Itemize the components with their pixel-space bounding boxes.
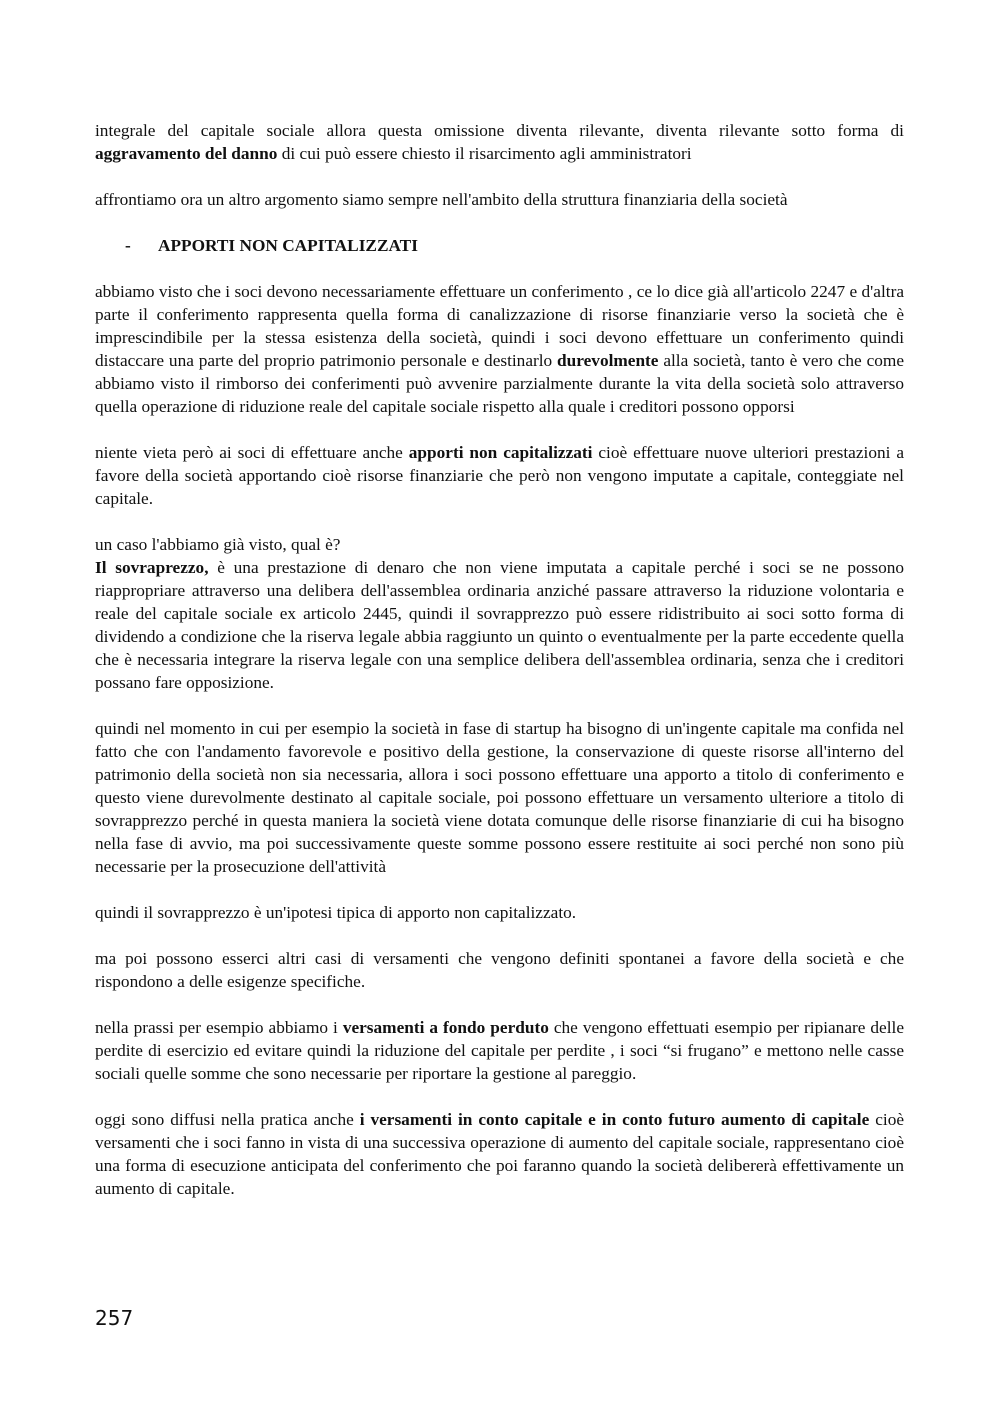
bold-term: versamenti a fondo perduto (342, 1018, 549, 1037)
bold-term: durevolmente (557, 351, 659, 370)
page-number: 257 (95, 1306, 134, 1330)
paragraph-11 (95, 1108, 904, 1200)
heading-text: APPORTI NON CAPITALIZZATI (158, 236, 418, 255)
bold-term: i versamenti in conto capitale e in conto futuro aumento di capitale (359, 1110, 870, 1129)
text-segment: un caso l'abbiamo già visto, qual è? (95, 535, 341, 554)
text-segment: ma poi possono esserci altri casi di versamenti che vengono definiti spontanei a favore della società e che rispondono a delle esigenze specifiche. (95, 949, 904, 991)
text-segment: alla società, tanto è vero che come abbiamo visto il rimborso dei conferimenti può avvenire parzialmente durante la vita della società solo attraverso quella operazione di riduzione reale del capitale sociale rispetto alla quale i creditori possono opporsi (95, 351, 904, 416)
text-segment: è una prestazione di denaro che non viene imputata a capitale perché i soci se ne possono riappropriare attraverso una delibera dell'assemblea ordinaria anziché passare attraverso la riduzione volontaria e reale del capitale sociale ex articolo 2445, quindi il sovrapprezzo può essere ridistribuito ai soci sotto forma di dividendo a condizione che la riserva legale abbia raggiunto un quinto o eventualmente per la parte eccedente quella che è necessaria integrare la riserva legale con una semplice delibera dell'assemblea ordinaria, senza che i creditori possano fare opposizione. (95, 558, 905, 692)
text-segment: niente vieta però ai soci di effettuare anche (95, 443, 409, 462)
paragraph-10 (95, 1016, 904, 1085)
heading-bullet: - (125, 236, 131, 255)
paragraph-8 (95, 901, 904, 924)
section-heading (95, 234, 904, 257)
paragraph-9 (95, 947, 904, 993)
text-segment: cioè versamenti che i soci fanno in vista di una successiva operazione di aumento del capitale sociale, rappresentano cioè una forma di esecuzione anticipata del conferimento che poi faranno quando la società delibererà effettivamente un aumento di capitale. (95, 1110, 905, 1198)
paragraph-5 (95, 533, 904, 556)
paragraph-6 (95, 556, 904, 694)
text-segment: oggi sono diffusi nella pratica anche (95, 1110, 360, 1129)
text-segment: quindi nel momento in cui per esempio la società in fase di startup ha bisogno di un'ingente capitale ma confida nel fatto che con l'andamento favorevole e positivo della gestione, la conservazione di queste risorse all'interno del patrimonio della società non sia necessaria, allora i soci possono effettuare una apporto a titolo di conferimento e questo viene durevolmente destinato al capitale sociale, poi possono effettuare un versamento ulteriore a titolo di sovrapprezzo perché in questa maniera la società viene dotata comunque delle risorse finanziarie di cui ha bisogno nella fase di avvio, ma poi successivamente queste somme possono essere restituite ai soci perché non sono più necessarie per la prosecuzione dell'attività (95, 719, 904, 876)
text-segment: quindi il sovrapprezzo è un'ipotesi tipica di apporto non capitalizzato. (95, 903, 577, 922)
text-segment: affrontiamo ora un altro argomento siamo sempre nell'ambito della struttura finanziaria della società (95, 190, 788, 209)
text-segment: cioè effettuare nuove ulteriori prestazioni a favore della società apportando cioè risorse finanziarie che però non vengono imputate a capitale, conteggiate nel capitale. (95, 443, 904, 508)
paragraph-3 (95, 280, 904, 418)
bold-term: Il sovraprezzo, (95, 558, 209, 577)
text-segment: integrale del capitale sociale allora questa omissione diventa rilevante, diventa rilevante sotto forma di (95, 121, 904, 140)
bold-term: aggravamento del danno (95, 144, 278, 163)
text-segment: nella prassi per esempio abbiamo i (95, 1018, 343, 1037)
bold-term: apporti non capitalizzati (408, 443, 593, 462)
document-body (95, 119, 904, 1223)
paragraph-4 (95, 441, 904, 510)
paragraph-7 (95, 717, 904, 878)
paragraph-2 (95, 188, 904, 211)
text-segment: che vengono effettuati esempio per ripianare delle perdite di esercizio ed evitare quindi la riduzione del capitale per perdite , i soci “si frugano” e mettono nelle casse sociali quelle somme che sono necessarie per riportare la gestione al pareggio. (95, 1018, 904, 1083)
text-segment: abbiamo visto che i soci devono necessariamente effettuare un conferimento , ce lo dice già all'articolo 2247 e d'altra parte il conferimento rappresenta quella forma di canalizzazione di risorse finanziarie verso la società che è imprescindibile per la stessa esistenza della società, quindi i soci devono effettuare un conferimento quindi distaccare una parte del proprio patrimonio personale e destinarlo (95, 282, 904, 370)
text-segment: di cui può essere chiesto il risarcimento agli amministratori (277, 144, 692, 163)
paragraph-1 (95, 119, 904, 165)
